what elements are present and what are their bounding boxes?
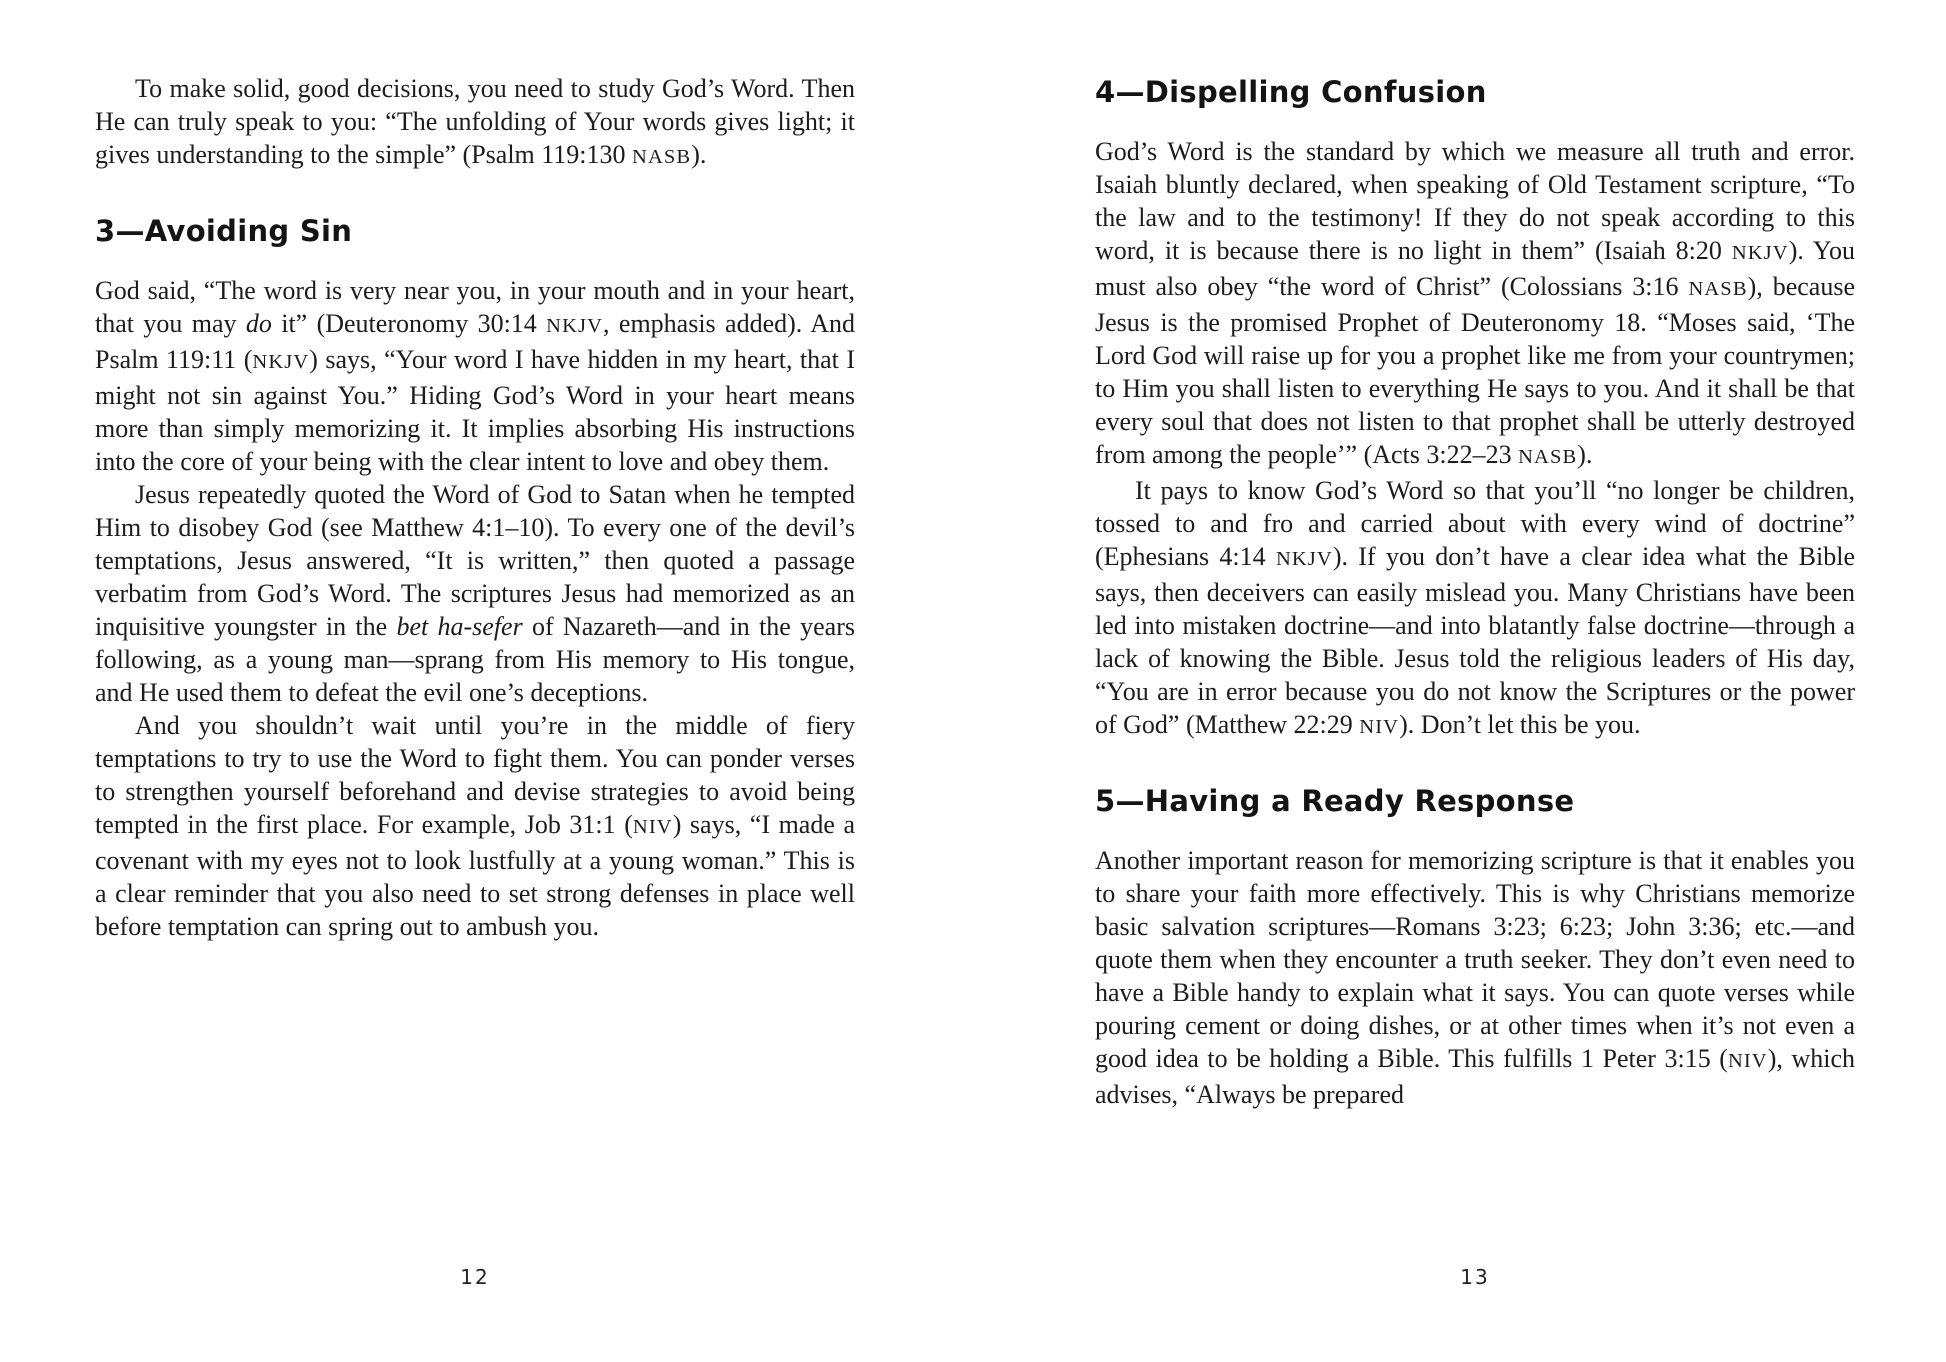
body-paragraph bbox=[95, 709, 855, 943]
text-run: NASB bbox=[1518, 446, 1578, 468]
text-run: do bbox=[245, 309, 272, 338]
section-heading: 3—Avoiding Sin bbox=[95, 214, 353, 248]
text-run: it” (Deuteronomy 30:14 bbox=[271, 309, 547, 338]
text-run: NASB bbox=[1688, 278, 1748, 300]
page-number-left: 12 bbox=[460, 1265, 490, 1289]
text-run: ). Don’t let this be you. bbox=[1399, 710, 1641, 739]
body-paragraph bbox=[95, 274, 855, 478]
text-run: NKJV bbox=[1275, 548, 1333, 570]
text-run: To make solid, good decisions, you need to study God’s Word. Then He can truly speak to you: “The unfolding of Your words gives light; it gives understanding to the simple” (Psalm 119:130 bbox=[95, 74, 855, 169]
body-paragraph bbox=[95, 72, 855, 174]
body-paragraph bbox=[1095, 474, 1855, 744]
text-run: ) says, “I made a covenant with my eyes not to look lustfully at a young woman.” This is a clear reminder that you also need to set strong defenses in place well before temptation can spring out to ambush you. bbox=[95, 810, 855, 941]
text-run: Another important reason for memorizing scripture is that it enables you to share your faith more effectively. This is why Christians memorize basic salvation scriptures—Romans 3:23; 6:23; John 3:36; etc.—and quote them when they encounter a truth seeker. They don’t even need to have a Bible handy to explain what it says. You can quote verses while pouring cement or doing dishes, or at other times when it’s not even a good idea to be holding a Bible. This fulfills 1 Peter 3:15 ( bbox=[1095, 846, 1855, 1073]
text-run: ). If you don’t have a clear idea what the Bible says, then deceivers can easily mislead you. Many Christians have been led into mistaken doctrine—and into blatantly false doctrine—through a lack of knowing the Bible. Jesus told the religious leaders of His day, “You are in error because you do not know the Scriptures or the power of God” (Matthew 22:29 bbox=[1095, 542, 1855, 739]
text-run: Jesus repeatedly quoted the Word of God to Satan when he tempted Him to disobey God (see Matthew 4:1–10). To every one of the devil’s temptations, Jesus answered, “It is written,” then quoted a passage verbatim from God’s Word. The scriptures Jesus had memorized as an inquisitive youngster in the bbox=[95, 480, 855, 641]
text-run: NIV bbox=[632, 816, 673, 838]
text-run: NIV bbox=[1359, 716, 1400, 738]
text-run: of Nazareth—and in the years following, as a young man—sprang from His memory to His tongue, and He used them to defeat the evil one’s deceptions. bbox=[95, 612, 855, 707]
left-page-body bbox=[95, 72, 855, 943]
text-run: ). bbox=[1577, 440, 1593, 469]
text-run: NIV bbox=[1727, 1050, 1768, 1072]
text-run: NASB bbox=[632, 146, 692, 168]
page-number-right: 13 bbox=[1460, 1265, 1490, 1289]
text-run: ). You must also obey “the word of Christ” (Colossians 3:16 bbox=[1095, 236, 1855, 301]
text-run: ). bbox=[691, 140, 707, 169]
text-run: NKJV bbox=[546, 315, 604, 337]
text-run: NKJV bbox=[252, 351, 310, 373]
text-run: bet ha-sefer bbox=[396, 612, 523, 641]
text-run: NKJV bbox=[1731, 242, 1789, 264]
text-run: ) says, “Your word I have hidden in my heart, that I might not sin against You.” Hiding God’s Word in your heart means more than simply memorizing it. It implies absorbing His instructions into the core of your being with the clear intent to love and obey them. bbox=[95, 345, 855, 476]
text-run: God’s Word is the standard by which we measure all truth and error. Isaiah bluntly declared, when speaking of Old Testament scripture, “To the law and to the testimony! If they do not speak according to this word, it is because there is no light in them” (Isaiah 8:20 bbox=[1095, 137, 1855, 265]
text-run: It pays to know God’s Word so that you’ll “no longer be children, tossed to and fro and carried about with every wind of doctrine” (Ephesians 4:14 bbox=[1095, 476, 1855, 571]
body-paragraph bbox=[1095, 135, 1855, 474]
right-page-body bbox=[1095, 75, 1855, 1111]
text-run: God said, “The word is very near you, in your mouth and in your heart, that you may bbox=[95, 276, 855, 338]
body-paragraph bbox=[95, 478, 855, 709]
text-run: And you shouldn’t wait until you’re in the middle of fiery temptations to try to use the Word to fight them. You can ponder verses to strengthen yourself beforehand and devise strategies to avoid being tempted in the first place. For example, Job 31:1 ( bbox=[95, 711, 855, 839]
text-run: ), which advises, “Always be prepared bbox=[1095, 1044, 1855, 1109]
text-run: , emphasis added). And Psalm 119:11 ( bbox=[95, 309, 855, 374]
right-page bbox=[973, 0, 1946, 1362]
text-run: ), because Jesus is the promised Prophet of Deuteronomy 18. “Moses said, ‘The Lord God will raise up for you a prophet like me from your countrymen; to Him you shall listen to everything He says to you. And it shall be that every soul that does not listen to that prophet shall be utterly destroyed from among the people’” (Acts 3:22–23 bbox=[1095, 272, 1855, 469]
section-heading: 4—Dispelling Confusion bbox=[1095, 75, 1487, 109]
body-paragraph bbox=[1095, 844, 1855, 1111]
section-heading: 5—Having a Ready Response bbox=[1095, 784, 1575, 818]
